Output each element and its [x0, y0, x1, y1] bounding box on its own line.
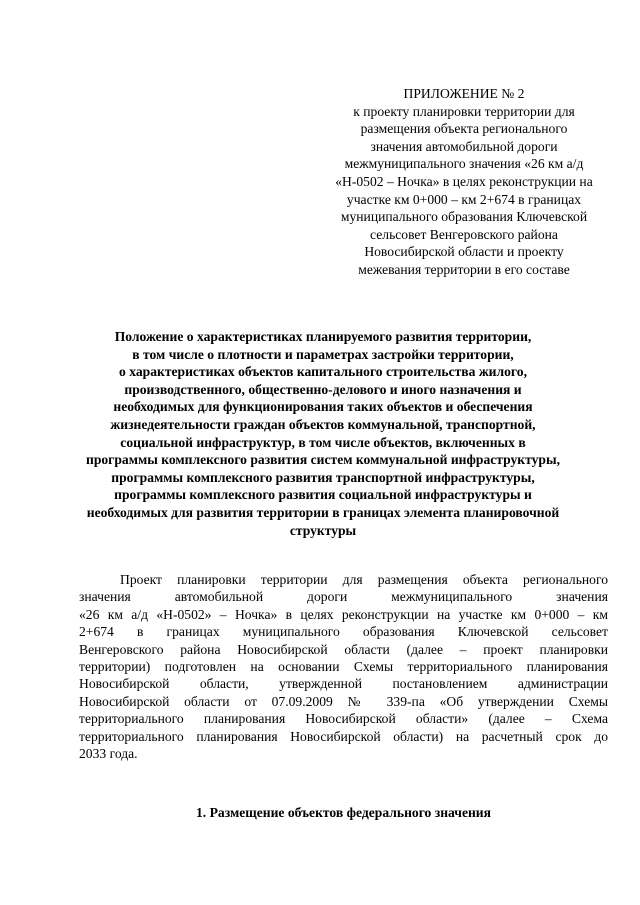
- title-line: программы комплексного развития систем коммунальной инфраструктуры,: [85, 452, 560, 468]
- appendix-line: межмуниципального значения «26 км а/д: [344, 156, 584, 172]
- appendix-line: «Н-0502 – Ночка» в целях реконструкции на: [335, 173, 593, 189]
- paragraph-line: 2033 года.: [79, 746, 138, 762]
- paragraph-line: 2+674 в границах муниципального образования Ключевской сельсовет: [79, 624, 608, 640]
- appendix-line: ПРИЛОЖЕНИЕ № 2: [403, 86, 525, 101]
- paragraph-line: Новосибирской области от 07.09.2009 № 339-па «Об утверждении Схемы: [79, 693, 608, 709]
- appendix-line: размещения объекта регионального: [360, 121, 568, 137]
- title-line: необходимых для развития территории в границах элемента планировочной: [86, 504, 560, 520]
- appendix-line: сельсовет Венгеровского района: [370, 226, 558, 242]
- appendix-line: муниципального образования Ключевской: [340, 209, 588, 225]
- section-heading: 1. Размещение объектов федерального значения: [196, 805, 491, 820]
- title-line: социальной инфраструктур, в том числе объектов, включенных в: [120, 434, 526, 450]
- paragraph-line: Венгеровского района Новосибирской области (далее – проект планировки: [79, 641, 608, 657]
- body-paragraph: [79, 571, 608, 762]
- title-line: о характеристиках объектов капитального строительства жилого,: [119, 364, 527, 380]
- paragraph-line: территории) подготовлен на основании Схемы территориального планирования: [79, 659, 608, 675]
- appendix-header: [318, 85, 610, 279]
- appendix-line: участке км 0+000 – км 2+674 в границах: [346, 191, 582, 207]
- title-line: структуры: [289, 522, 357, 538]
- title-line: Положение о характеристиках планируемого развития территории,: [114, 329, 532, 344]
- title-line: жизнедеятельности граждан объектов коммунальной, транспортной,: [110, 416, 536, 432]
- title-line: производственного, общественно-делового и иного назначения и: [124, 381, 522, 397]
- appendix-line: к проекту планировки территории для: [353, 103, 575, 119]
- paragraph-line: «26 км а/д «Н-0502» – Ночка» в целях реконструкции на участке км 0+000 – км: [79, 606, 608, 622]
- title-line: необходимых для функционирования таких объектов и обеспечения: [113, 399, 533, 415]
- appendix-line: значения автомобильной дороги: [370, 138, 558, 154]
- title-line: программы комплексного развития социальной инфраструктуры и: [114, 487, 532, 503]
- paragraph-line: Проект планировки территории для размещения объекта регионального: [120, 572, 608, 587]
- paragraph-line: территориального планирования Новосибирской области) на расчетный срок до: [79, 728, 608, 744]
- paragraph-line: территориального планирования Новосибирской области» (далее – Схема: [79, 711, 608, 727]
- document-title: [60, 328, 586, 539]
- appendix-line: межевания территории в его составе: [358, 261, 570, 277]
- title-line: программы комплексного развития транспортной инфраструктуры,: [111, 469, 535, 485]
- paragraph-line: Новосибирской области, утвержденной постановлением администрации: [79, 676, 608, 692]
- paragraph-line: значения автомобильной дороги межмуниципального значения: [79, 589, 608, 605]
- title-line: в том числе о плотности и параметрах застройки территории,: [132, 346, 514, 362]
- appendix-line: Новосибирской области и проекту: [364, 244, 564, 260]
